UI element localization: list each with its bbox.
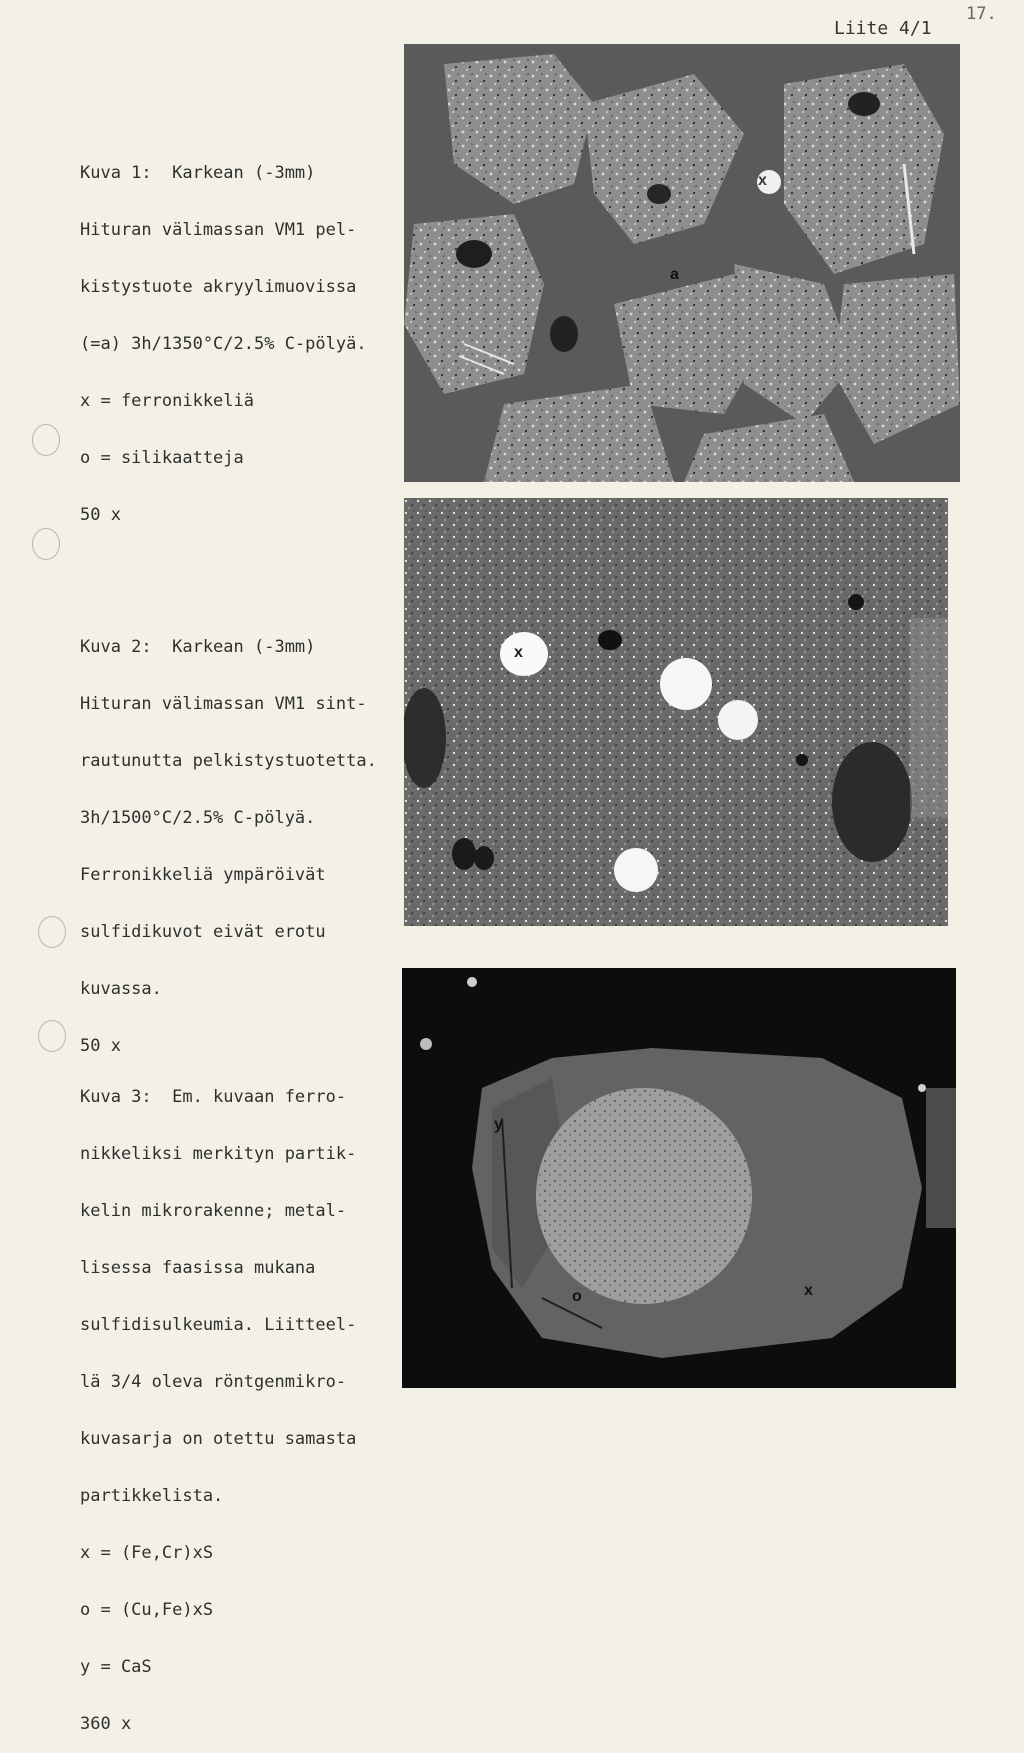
binder-hole xyxy=(32,424,60,456)
binder-hole xyxy=(38,1020,66,1052)
figure-2-micrograph xyxy=(404,498,948,926)
caption-line: lä 3/4 oleva röntgenmikro- xyxy=(80,1372,347,1392)
caption-line: sulfidikuvot eivät erotu xyxy=(80,922,326,942)
caption-line: y = CaS xyxy=(80,1657,152,1677)
caption-line: kuvasarja on otettu samasta xyxy=(80,1429,357,1449)
caption-line: lisessa faasissa mukana xyxy=(80,1258,316,1278)
caption-line: Kuva 1: Karkean (-3mm) xyxy=(80,163,316,183)
binder-hole xyxy=(38,916,66,948)
caption-line: (=a) 3h/1350°C/2.5% C-pölyä. xyxy=(80,334,367,354)
caption-line: x = (Fe,Cr)xS xyxy=(80,1543,214,1563)
resin-marker-a: a xyxy=(670,266,679,283)
caption-line: Kuva 3: Em. kuvaan ferro- xyxy=(80,1087,347,1107)
caption-line: Hituran välimassan VM1 pel- xyxy=(80,220,357,240)
particle-marker-x: x xyxy=(514,644,523,661)
caption-line: 3h/1500°C/2.5% C-pölyä. xyxy=(80,808,316,828)
caption-line: nikkeliksi merkityn partik- xyxy=(80,1144,357,1164)
figure-3-micrograph xyxy=(402,968,956,1388)
caption-line: 360 x xyxy=(80,1714,132,1734)
phase-marker-o: o xyxy=(572,1288,582,1305)
caption-line: 50 x xyxy=(80,1036,121,1056)
figure-1-micrograph xyxy=(404,44,960,482)
appendix-reference: Liite 4/1 xyxy=(834,18,932,39)
caption-line: partikkelista. xyxy=(80,1486,224,1506)
caption-line: Hituran välimassan VM1 sint- xyxy=(80,694,367,714)
caption-line: x = ferronikkeliä xyxy=(80,391,254,411)
caption-line: Ferronikkeliä ympäröivät xyxy=(80,865,326,885)
particle-marker-x: x xyxy=(758,172,767,189)
binder-hole xyxy=(32,528,60,560)
caption-line: rautunutta pelkistystuotetta. xyxy=(80,751,377,771)
caption-line: kistystuote akryylimuovissa xyxy=(80,277,357,297)
figure-2-caption xyxy=(80,600,377,1075)
caption-line: kelin mikrorakenne; metal- xyxy=(80,1201,347,1221)
caption-line: Kuva 2: Karkean (-3mm) xyxy=(80,637,316,657)
caption-line: o = (Cu,Fe)xS xyxy=(80,1600,214,1620)
caption-line: o = silikaatteja xyxy=(80,448,244,468)
page-number: 17. xyxy=(966,4,997,24)
figure-3-caption xyxy=(80,1050,356,1753)
caption-line: sulfidisulkeumia. Liitteel- xyxy=(80,1315,357,1335)
phase-marker-x: x xyxy=(804,1282,813,1299)
figure-1-caption xyxy=(80,126,367,544)
caption-line: 50 x xyxy=(80,505,121,525)
phase-marker-y: y xyxy=(494,1116,503,1133)
caption-line: kuvassa. xyxy=(80,979,162,999)
